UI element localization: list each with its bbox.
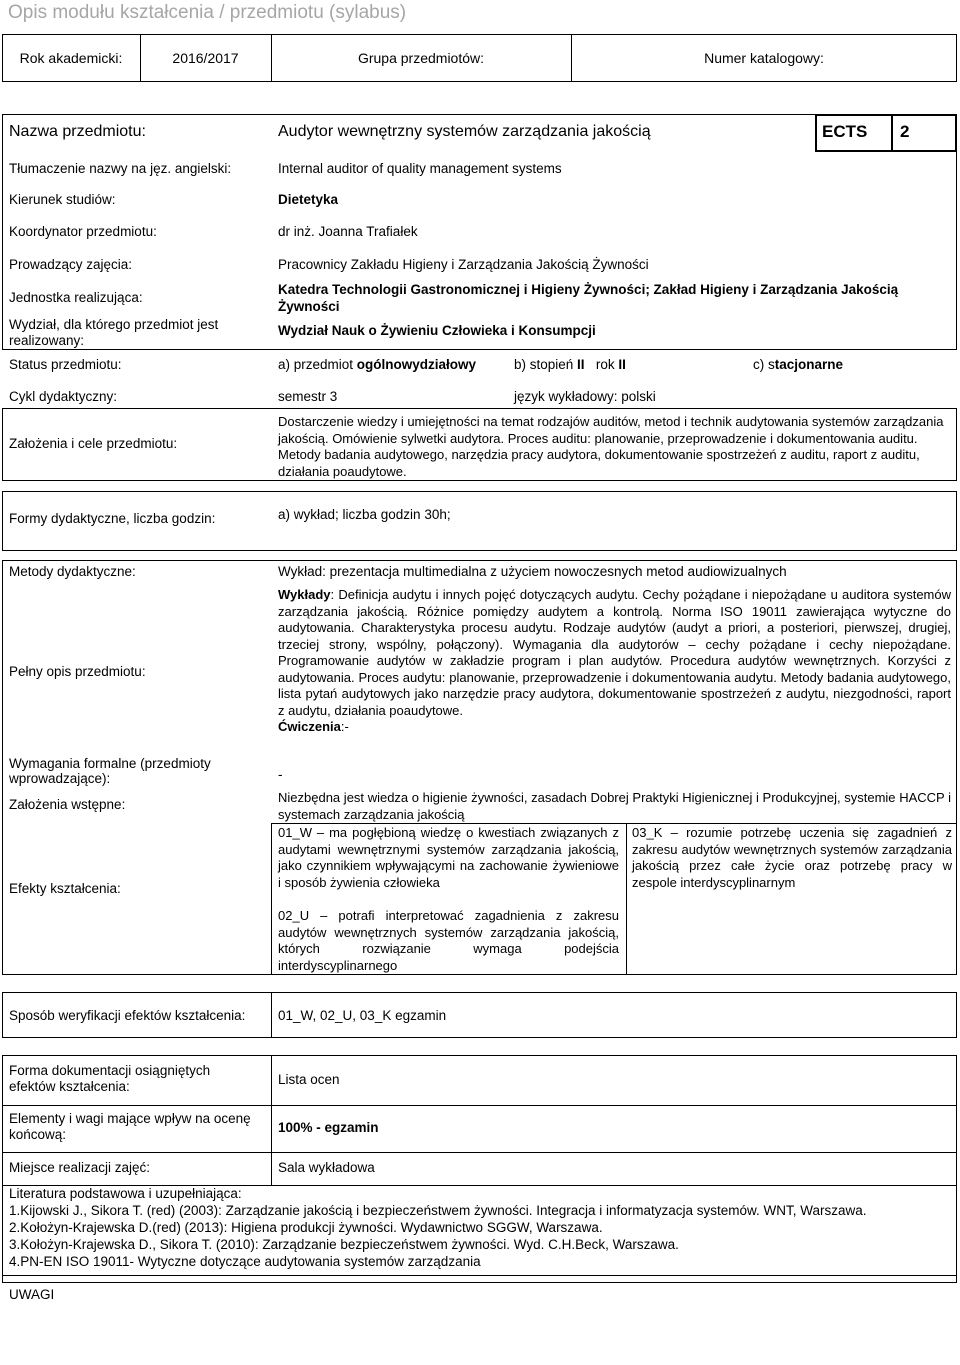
ects-label: ECTS (822, 122, 868, 141)
divider (891, 114, 893, 152)
literature-item: 4.PN-EN ISO 19011- Wytyczne dotyczące audytowania systemów zarządzania (9, 1254, 481, 1269)
objectives-label: Założenia i cele przedmiotu: (9, 436, 178, 451)
faculty-label: Wydział, dla którego przedmiot jest realizowany: (9, 317, 219, 348)
cycle-label: Cykl dydaktyczny: (9, 389, 118, 404)
catalog-number-label: Numer katalogowy: (704, 50, 824, 66)
location-label: Miejsce realizacji zajęć: (9, 1160, 151, 1175)
description-label: Pełny opis przedmiotu: (9, 664, 146, 679)
literature-item: 2.Kołożyn-Krajewska D.(red) (2013): Higiena produkcji żywności. Wydawnictwo SGGW, Warszawa. (9, 1220, 603, 1235)
divider (2, 1152, 957, 1153)
coordinator-value: dr inż. Joanna Trafiałek (278, 224, 418, 239)
field-of-study-label: Kierunek studiów: (9, 192, 116, 207)
ects-value: 2 (900, 122, 910, 141)
outcome-knowledge: 01_W – ma pogłębioną wiedzę o kwestiach związanych z audytami wewnętrznymi systemów zarządzania jakością, jako czynnikiem wpływającymi na zachowanie żywieniowe i sposób żywienia człowieka (278, 825, 619, 890)
verification-label: Sposób weryfikacji efektów kształcenia: (9, 1008, 246, 1023)
status-label: Status przedmiotu: (9, 357, 122, 372)
status-a: a) przedmiot ogólnowydziałowy (278, 357, 477, 372)
prerequisites-label: Założenia wstępne: (9, 797, 126, 812)
faculty-value: Wydział Nauk o Żywieniu Człowieka i Konsumpcji (278, 323, 596, 338)
forms-label: Formy dydaktyczne, liczba godzin: (9, 511, 216, 526)
divider (626, 823, 627, 975)
documentation-label: Forma dokumentacji osiągniętych efektów kształcenia: (9, 1063, 211, 1094)
course-name-label: Nazwa przedmiotu: (9, 123, 146, 140)
unit-value: Katedra Technologii Gastronomicznej i Higieny Żywności; Zakład Higieny i Zarządzania Jakością Żywności (278, 282, 899, 314)
language-value: język wykładowy: polski (514, 389, 656, 404)
translation-value: Internal auditor of quality management systems (278, 161, 562, 176)
forms-value: a) wykład; liczba godzin 30h; (278, 507, 451, 522)
divider (271, 1055, 272, 1185)
requirements-value: - (278, 767, 283, 782)
weights-value: 100% - egzamin (278, 1120, 379, 1135)
weights-label: Elementy i wagi mające wpływ na ocenę końcową: (9, 1111, 251, 1142)
description-value: Wykłady: Definicja audytu i innych pojęć dotyczących audytu. Cechy pożądane i niepożądane u auditora systemów zarządzania jakością. Różnice pomiędzy audytem a kontrolą. Norma ISO 19011 zawierająca wytyczne do audytowania. Charakterystyka procesu audytu. Rodzaje audytów (audyt a priori, a posteriori, pierwszej, drugiej, trzeciej strony, wspólny, połączony). Wymagania dla audytorów – cechy pożądane i cechy niepożądane. Programowanie audytów w zakładzie program i plan audytów. Procedura audytów wewnętrznych. Korzyści z audytowania. Proces audytu: planowanie, przeprowadzenie i dokumentowania audytu. Metody badania audytowego, lista pytań audytowych jako narzędzie pracy audytora, dokumentowanie spostrzeżeń z audytu, niezgodności, raport z audytu, działania poaudytowe. Ćwiczenia:- (278, 587, 951, 734)
field-of-study-value: Dietetyka (278, 192, 339, 207)
outcome-skills: 02_U – potrafi interpretować zagadnienia z zakresu audytów wewnętrznych systemów zarządzania jakością, których rozwiązanie wymaga podejścia interdyscyplinarnego (278, 908, 619, 973)
outcome-competence: 03_K – rozumie potrzebę uczenia się zagadnień z zakresu audytów wewnętrznych systemów zarządzania jakością przez całe życie oraz potrzebę pracy w zespole interdyscyplinarnym (632, 825, 952, 890)
outcomes-label: Efekty kształcenia: (9, 881, 121, 896)
academic-year-label: Rok akademicki: (19, 50, 123, 66)
status-b: b) stopień II rok II (514, 357, 626, 372)
location-value: Sala wykładowa (278, 1160, 375, 1175)
verification-value: 01_W, 02_U, 03_K egzamin (278, 1008, 447, 1023)
instructors-label: Prowadzący zajęcia: (9, 257, 133, 272)
divider (2, 1275, 957, 1276)
instructors-value: Pracownicy Zakładu Higieny i Zarządzania Jakością Żywności (278, 257, 649, 272)
academic-year-value: 2016/2017 (172, 50, 239, 66)
divider (271, 823, 957, 824)
literature-list (9, 1202, 867, 1270)
translation-label: Tłumaczenie nazwy na jęz. angielski: (9, 161, 232, 176)
documentation-value: Lista ocen (278, 1072, 340, 1087)
objectives-value: Dostarczenie wiedzy i umiejętności na temat rodzajów auditów, metod i technik audytowania systemów zarządzania jakością. Omówienie sylwetki audytora. Proces auditu: planowanie, przeprowadzenie i dokumentowania auditu. Metody badania audytowego, narzędzia pracy audytora, dokumentowanie spostrzeżeń z auditu, raport z auditu, działania poaudytowe. (278, 414, 944, 479)
status-c: c) stacjonarne (753, 357, 844, 372)
divider (271, 992, 272, 1038)
divider (271, 823, 272, 975)
unit-label: Jednostka realizująca: (9, 290, 143, 305)
divider (2, 1105, 957, 1106)
document-title: Opis modułu kształcenia / przedmiotu (sylabus) (8, 2, 407, 23)
course-name-value: Audytor wewnętrzny systemów zarządzania jakością (278, 123, 651, 140)
literature-item: 3.Kołożyn-Krajewska D., Sikora T. (2010): Zarządzanie bezpieczeństwem żywności. Wyd. C.H.Beck, Warszawa. (9, 1237, 679, 1252)
methods-label: Metody dydaktyczne: (9, 564, 136, 579)
requirements-label: Wymagania formalne (przedmioty wprowadzające): (9, 756, 211, 786)
literature-item: 1.Kijowski J., Sikora T. (red) (2003): Zarządzanie jakością i bezpieczeństwem żywności. Integracja i informatyzacja systemów. WNT, Warszawa. (9, 1203, 867, 1218)
cycle-value: semestr 3 (278, 389, 338, 404)
prerequisites-value: Niezbędna jest wiedza o higienie żywności, zasadach Dobrej Praktyki Higienicznej i Produkcyjnej, systemie HACCP i systemach zarządzania jakością (278, 790, 951, 822)
coordinator-label: Koordynator przedmiotu: (9, 224, 157, 239)
remarks-label: UWAGI (9, 1287, 55, 1302)
subject-group-label: Grupa przedmiotów: (357, 50, 485, 66)
literature-label: Literatura podstawowa i uzupełniająca: (9, 1186, 242, 1201)
methods-value: Wykład: prezentacja multimedialna z użyciem nowoczesnych metod audiowizualnych (278, 564, 787, 579)
